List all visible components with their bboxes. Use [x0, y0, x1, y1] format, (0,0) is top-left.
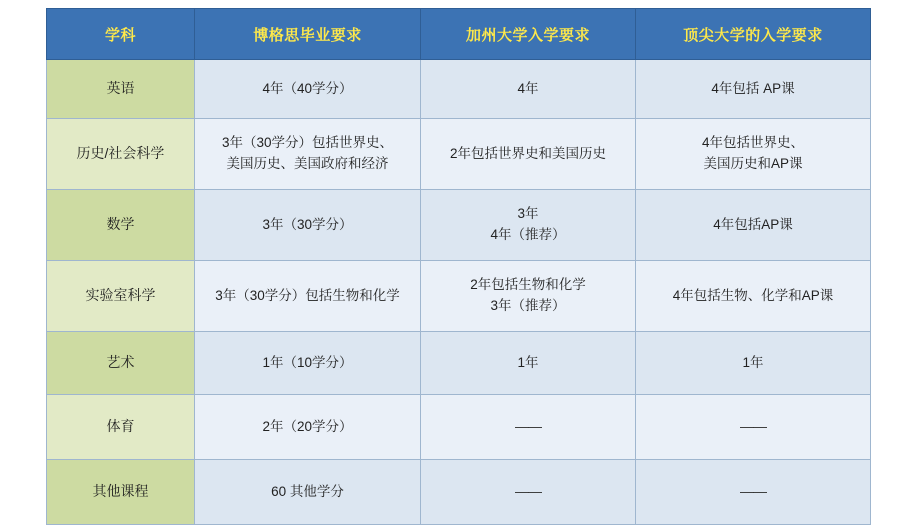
cell-line: 60 其他学分	[271, 483, 344, 499]
cell-line: 3年（30学分）包括生物和化学	[215, 287, 400, 303]
cell-graduation	[195, 60, 421, 119]
cell-line: 3年（30学分）	[262, 216, 353, 232]
table-body	[47, 60, 871, 525]
cell-uc	[421, 332, 636, 395]
cell-graduation	[195, 119, 421, 190]
cell-uc	[421, 460, 636, 525]
cell-graduation	[195, 460, 421, 525]
cell-line: 4年包括 AP课	[711, 80, 795, 96]
row-subject: 实验室科学	[47, 261, 195, 332]
cell-top	[636, 460, 871, 525]
cell-uc	[421, 190, 636, 261]
table-row	[47, 332, 871, 395]
cell-line: 4年（推荐）	[490, 227, 566, 242]
column-header-uc-admission-requirement: 加州大学入学要求	[421, 9, 636, 60]
table-row	[47, 460, 871, 525]
cell-line: 3年（推荐）	[490, 298, 566, 313]
cell-line: ——	[515, 483, 541, 500]
requirements-table-container	[46, 8, 870, 500]
cell-uc	[421, 119, 636, 190]
cell-line: ——	[740, 483, 766, 500]
cell-line: ——	[515, 418, 541, 435]
column-header-top-university-requirement: 顶尖大学的入学要求	[636, 9, 871, 60]
cell-line: 4年包括AP课	[713, 216, 793, 232]
cell-uc	[421, 261, 636, 332]
cell-graduation	[195, 332, 421, 395]
row-subject: 数学	[47, 190, 195, 261]
row-subject: 其他课程	[47, 460, 195, 525]
cell-uc	[421, 60, 636, 119]
cell-line: 4年	[517, 80, 539, 96]
cell-line: 4年（40学分）	[262, 80, 353, 96]
cell-top	[636, 60, 871, 119]
table-row	[47, 261, 871, 332]
table-header-row	[47, 9, 871, 60]
cell-graduation	[195, 190, 421, 261]
cell-line: 2年包括生物和化学	[470, 277, 586, 293]
cell-graduation	[195, 395, 421, 460]
cell-top	[636, 395, 871, 460]
column-header-graduation-requirement: 博格思毕业要求	[195, 9, 421, 60]
cell-line: ——	[740, 418, 766, 435]
cell-line: 3年	[517, 206, 539, 222]
cell-line: 1年	[517, 354, 539, 370]
row-subject: 艺术	[47, 332, 195, 395]
cell-top	[636, 190, 871, 261]
row-subject: 历史/社会科学	[47, 119, 195, 190]
cell-line: 4年包括世界史、	[701, 135, 804, 151]
table-header	[47, 9, 871, 60]
cell-uc	[421, 395, 636, 460]
cell-line: 1年	[742, 354, 764, 370]
cell-line: 2年（20学分）	[262, 418, 353, 434]
table-row	[47, 190, 871, 261]
table-row	[47, 119, 871, 190]
requirements-table	[46, 8, 871, 525]
row-subject: 体育	[47, 395, 195, 460]
cell-graduation	[195, 261, 421, 332]
cell-top	[636, 261, 871, 332]
cell-line: 1年（10学分）	[262, 354, 353, 370]
cell-line: 美国历史、美国政府和经济	[226, 156, 389, 171]
column-header-subject: 学科	[47, 9, 195, 60]
cell-line: 美国历史和AP课	[703, 156, 803, 171]
cell-top	[636, 119, 871, 190]
table-row	[47, 60, 871, 119]
cell-line: 2年包括世界史和美国历史	[449, 145, 606, 161]
row-subject: 英语	[47, 60, 195, 119]
cell-line: 4年包括生物、化学和AP课	[672, 287, 834, 303]
table-row	[47, 395, 871, 460]
cell-top	[636, 332, 871, 395]
cell-line: 3年（30学分）包括世界史、	[221, 135, 394, 151]
